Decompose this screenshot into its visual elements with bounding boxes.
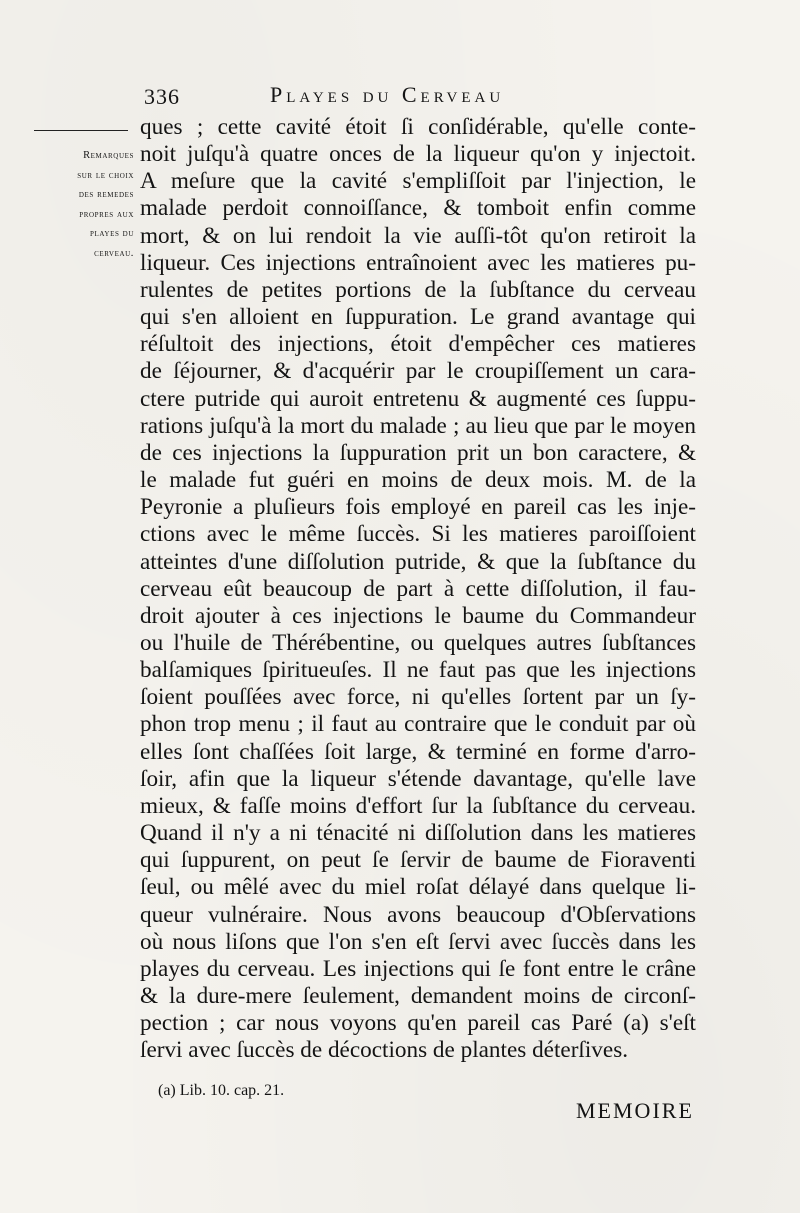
body-text	[140, 114, 696, 1064]
text-line: mieux, & faſſe moins d'effort ſur la ſubſtance du cerveau.	[140, 792, 696, 819]
text-line: ſervi avec ſuccès de décoctions de plantes déterſives.	[140, 1037, 629, 1064]
page-number: 336	[144, 84, 180, 109]
text-line: balſamiques ſpiritueuſes. Il ne faut pas que les injections	[140, 657, 696, 684]
text-line: où nous liſons que l'on s'en eſt ſervi avec ſuccès dans les	[140, 928, 696, 955]
text-line: rulentes de petites portions de la ſubſtance du cerveau	[140, 276, 696, 303]
margin-note-line: sur le choix	[77, 169, 134, 181]
text-line: cerveau eût beaucoup de part à cette diſſolution, il fau-	[140, 575, 696, 602]
text-line: queur vulnéraire. Nous avons beaucoup d'Obſervations	[140, 901, 696, 928]
text-line: de ſéjourner, & d'acquérir par le croupiſſement un cara-	[140, 358, 696, 385]
text-line: réſultoit des injections, étoit d'empêcher ces matieres	[140, 331, 696, 358]
text-line: ſoient pouſſées avec force, ni qu'elles ſortent par un ſy-	[140, 684, 696, 711]
text-line: & la dure-mere ſeulement, demandent moins de circonſ-	[140, 983, 696, 1009]
text-line: qui ſuppurent, on peut ſe ſervir de baume de Fioraventi	[140, 847, 696, 874]
footnote: (a) Lib. 10. cap. 21.	[158, 1082, 285, 1099]
text-line: rations juſqu'à la mort du malade ; au lieu que par le moyen	[140, 412, 696, 439]
text-line: atteintes d'une diſſolution putride, & que la ſubſtance du	[140, 548, 696, 575]
margin-note-line: propres aux	[79, 208, 134, 220]
text-line: ſoir, afin que la liqueur s'étende davantage, qu'elle lave	[140, 765, 696, 792]
text-line: playes du cerveau. Les injections qui ſe font entre le crâne	[140, 955, 696, 982]
text-line: A meſure que la cavité s'empliſſoit par l'injection, le	[140, 168, 696, 195]
text-line: liqueur. Ces injections entraînoient avec les matieres pu-	[140, 249, 696, 276]
margin-note-line: playes du	[90, 228, 134, 239]
text-line: Peyronie a pluſieurs fois employé en pareil cas les inje-	[140, 494, 696, 521]
margin-note-line: Remarques	[83, 150, 134, 161]
margin-note	[26, 146, 134, 263]
text-line: ſeul, ou mêlé avec du miel roſat délayé dans quelque li-	[140, 874, 696, 901]
running-head: Playes du Cerveau	[270, 82, 505, 107]
text-line: ctere putride qui auroit entretenu & augmenté ces ſuppu-	[140, 385, 696, 412]
text-line: phon trop menu ; il faut au contraire que le conduit par où	[140, 711, 696, 738]
margin-note-line: cerveau.	[94, 247, 134, 259]
text-line: mort, & on lui rendoit la vie auſſi-tôt qu'on retiroit la	[140, 222, 696, 249]
text-line: ctions avec le même ſuccès. Si les matieres paroiſſoient	[140, 521, 696, 548]
text-line: noit juſqu'à quatre onces de la liqueur qu'on y injectoit.	[140, 141, 696, 168]
text-line: droit ajouter à ces injections le baume du Commandeur	[140, 602, 696, 629]
text-line: pection ; car nous voyons qu'en pareil cas Paré (a) s'eſt	[140, 1010, 696, 1037]
margin-rule	[34, 130, 128, 131]
text-line: ques ; cette cavité étoit ſi conſidérable, qu'elle conte-	[140, 114, 696, 140]
text-line: malade perdoit connoiſſance, & tomboit enfin comme	[140, 195, 696, 222]
margin-note-line: des remedes	[78, 189, 134, 200]
text-line: le malade fut guéri en moins de deux mois. M. de la	[140, 467, 696, 494]
text-line: qui s'en alloient en ſuppuration. Le grand avantage qui	[140, 304, 696, 331]
text-line: ou l'huile de Thérébentine, ou quelques autres ſubſtances	[140, 629, 696, 656]
catchword: MEMOIRE	[576, 1098, 694, 1123]
text-line: elles ſont chaſſées ſoit large, & terminé en forme d'arro-	[140, 738, 696, 765]
text-line: Quand il n'y a ni ténacité ni diſſolution dans les matieres	[140, 820, 696, 847]
text-line: de ces injections la ſuppuration prit un bon caractere, &	[140, 439, 696, 466]
